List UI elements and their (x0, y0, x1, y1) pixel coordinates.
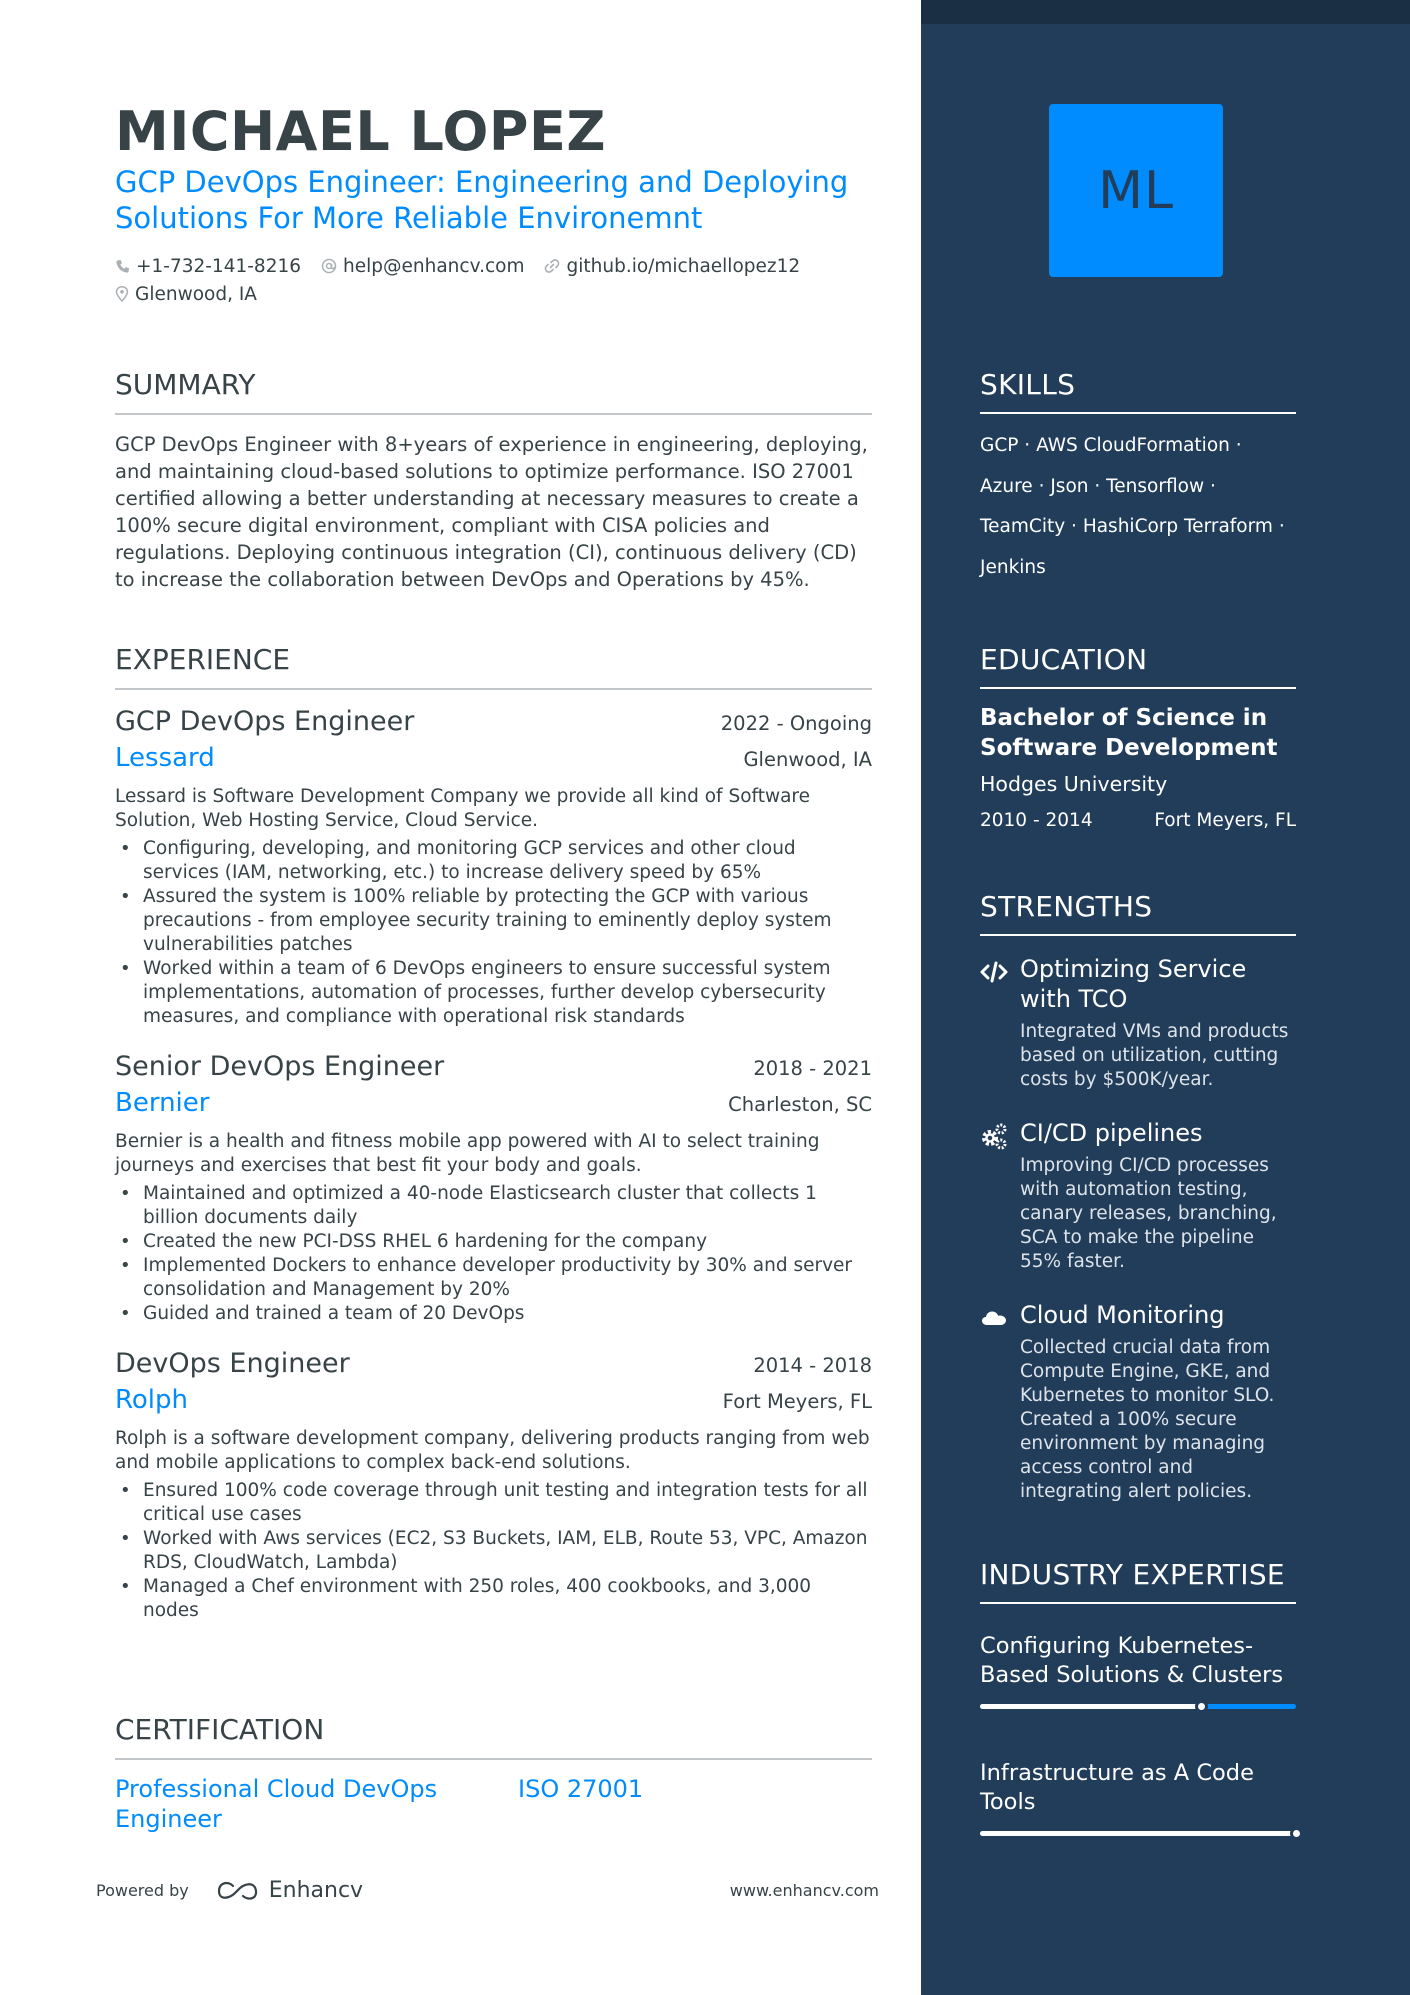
expertise-item (980, 1632, 1296, 1709)
contact-info (115, 252, 875, 308)
skill-tag: Tensorflow (1106, 475, 1205, 497)
strength-title: Optimizing Service with TCO (1020, 955, 1247, 1013)
expertise-section (980, 1558, 1296, 1836)
certification-item: ISO 27001 (518, 1775, 644, 1803)
enhancv-logo[interactable] (215, 1878, 363, 1903)
powered-by-label: Powered by (96, 1881, 189, 1900)
education-location: Fort Meyers, FL (1154, 810, 1296, 831)
skills-section (980, 368, 1296, 588)
education-section (980, 643, 1296, 831)
job-date: 2022 - Ongoing (720, 712, 872, 735)
certification-section (115, 1713, 872, 1834)
contact-phone[interactable] (115, 256, 301, 277)
sidebar-top-bar (921, 0, 1410, 24)
link-icon (544, 258, 560, 274)
at-icon (321, 258, 337, 274)
expertise-bar-knob (1195, 1700, 1208, 1713)
skills-heading: SKILLS (980, 368, 1296, 414)
skill-tag: Jenkins (980, 556, 1046, 578)
job-company[interactable]: Rolph (115, 1385, 189, 1415)
job-bullet: • Maintained and optimized a 40-node Elasticsearch cluster that collects 1 billion documents daily (115, 1182, 872, 1230)
expertise-item (980, 1759, 1296, 1836)
experience-section (115, 643, 872, 1623)
skill-tag: Azure (980, 475, 1033, 497)
location-pin-icon (115, 286, 129, 302)
cloud-icon (980, 1304, 1008, 1332)
job-date: 2014 - 2018 (753, 1354, 872, 1377)
strength-item (980, 1118, 1296, 1274)
strength-title: Cloud Monitoring (1020, 1301, 1225, 1329)
job-bullet: • Worked with Aws services (EC2, S3 Buckets, IAM, ELB, Route 53, VPC, Amazon RDS, CloudWatch, Lambda) (115, 1527, 872, 1575)
strength-description: Integrated VMs and products based on utilization, cutting costs by $500K/year. (1020, 1021, 1289, 1090)
education-heading: EDUCATION (980, 643, 1296, 689)
candidate-name: MICHAEL LOPEZ (115, 100, 607, 163)
contact-website[interactable] (544, 256, 800, 277)
avatar: ML (1049, 104, 1223, 277)
job-bullet: • Guided and trained a team of 20 DevOps (115, 1302, 872, 1326)
job-bullet: • Ensured 100% code coverage through unit testing and integration tests for all critical use cases (115, 1479, 872, 1527)
skills-line (980, 548, 1296, 589)
job-entry (115, 1051, 872, 1326)
email-text: help@enhancv.com (343, 255, 525, 277)
job-description: Bernier is a health and fitness mobile app powered with AI to select training journeys and exercises that best fit your body and goals. (115, 1131, 820, 1176)
contact-email[interactable] (321, 256, 524, 277)
footer (96, 1878, 879, 1903)
job-bullets (115, 1479, 872, 1623)
expertise-label: Configuring Kubernetes-Based Solutions & Clusters (980, 1633, 1284, 1688)
experience-heading: EXPERIENCE (115, 643, 872, 690)
gears-icon (980, 1122, 1008, 1150)
job-bullet: • Managed a Chef environment with 250 roles, 400 cookbooks, and 3,000 nodes (115, 1575, 872, 1623)
summary-section (115, 368, 872, 593)
strengths-section (980, 890, 1296, 1504)
job-company[interactable]: Lessard (115, 743, 215, 773)
job-bullets (115, 837, 872, 1029)
strength-item (980, 954, 1296, 1092)
expertise-bar-knob (1290, 1827, 1303, 1840)
job-entry (115, 1348, 872, 1623)
strengths-heading: STRENGTHS (980, 890, 1296, 936)
location-text: Glenwood, IA (135, 283, 257, 305)
job-bullet: • Worked within a team of 6 DevOps engineers to ensure successful system implementations, automation of processes, further develop cybersecurity measures, and compliance with operational risk standards (115, 957, 872, 1029)
skill-tag: HashiCorp Terraform (1082, 516, 1273, 537)
certification-item: Professional Cloud DevOps Engineer (115, 1775, 438, 1833)
education-years: 2010 - 2014 (980, 810, 1093, 831)
job-title: GCP DevOps Engineer (115, 706, 415, 737)
job-bullets (115, 1182, 872, 1326)
skills-line: TeamCity · HashiCorp Terraform · (980, 516, 1285, 537)
job-location: Fort Meyers, FL (722, 1390, 872, 1413)
skill-tag: AWS CloudFormation (1036, 435, 1230, 456)
education-school: Hodges University (980, 772, 1168, 796)
contact-location (115, 284, 257, 305)
job-company[interactable]: Bernier (115, 1088, 210, 1118)
certification-heading: CERTIFICATION (115, 1713, 872, 1760)
job-title: Senior DevOps Engineer (115, 1051, 445, 1082)
expertise-label: Infrastructure as A Code Tools (980, 1760, 1254, 1815)
phone-icon (115, 259, 130, 274)
job-entry (115, 706, 872, 1029)
expertise-bar-fill (980, 1704, 1201, 1709)
job-location: Glenwood, IA (743, 748, 872, 771)
job-description: Lessard is Software Development Company we provide all kind of Software Solution, Web Hosting Service, Cloud Service. (115, 786, 810, 831)
job-title: DevOps Engineer (115, 1348, 350, 1379)
summary-text: GCP DevOps Engineer with 8+years of experience in engineering, deploying, and maintaining cloud-based solutions to optimize performance. ISO 27001 certified allowing a better understanding at necessary measures to create a 100% secure digital environment, compliant with CISA policies and regulations. Deploying continuous integration (CI), continuous delivery (CD) to increase the collaboration between DevOps and Operations by 45%. (115, 433, 868, 591)
website-text: github.io/michaellopez12 (566, 255, 801, 277)
strength-description: Collected crucial data from Compute Engine, GKE, and Kubernetes to monitor SLO. Created a 100% secure environment by managing access control and integrating alert policies. (1020, 1337, 1275, 1502)
skill-tag: Json (1050, 475, 1089, 497)
job-bullet: • Created the new PCI-DSS RHEL 6 hardening for the company (115, 1230, 872, 1254)
strength-title: CI/CD pipelines (1020, 1119, 1203, 1147)
enhancv-logo-icon (215, 1880, 261, 1902)
skills-list (980, 426, 1296, 588)
education-degree: Bachelor of Science in Software Development (980, 705, 1278, 761)
skill-tag: TeamCity (980, 516, 1066, 537)
sidebar (921, 0, 1410, 1995)
summary-heading: SUMMARY (115, 368, 872, 415)
strength-description: Improving CI/CD processes with automation testing, canary releases, branching, SCA to make the pipeline 55% faster. (1020, 1155, 1277, 1272)
skills-line: Azure · Json · Tensorflow · (980, 475, 1216, 497)
expertise-bar (980, 1831, 1296, 1836)
footer-site[interactable]: www.enhancv.com (729, 1881, 879, 1900)
job-bullet: • Implemented Dockers to enhance developer productivity by 30% and server consolidation and Management by 20% (115, 1254, 872, 1302)
expertise-bar-fill (980, 1831, 1296, 1836)
job-description: Rolph is a software development company, delivering products ranging from web and mobile applications to complex back-end solutions. (115, 1428, 870, 1473)
expertise-heading: INDUSTRY EXPERTISE (980, 1558, 1296, 1604)
job-bullet: • Configuring, developing, and monitoring GCP services and other cloud services (IAM, networking, etc.) to increase delivery speed by 65% (115, 837, 872, 885)
job-location: Charleston, SC (728, 1093, 872, 1116)
skill-tag: GCP (980, 435, 1019, 456)
job-bullet: • Assured the system is 100% reliable by protecting the GCP with various precautions - from employee security training to eminently deploy system vulnerabilities patches (115, 885, 872, 957)
candidate-tagline: GCP DevOps Engineer: Engineering and Deploying Solutions For More Reliable Environemnt (115, 165, 849, 235)
strength-item (980, 1300, 1296, 1504)
skills-line: GCP · AWS CloudFormation · (980, 435, 1242, 456)
expertise-bar (980, 1704, 1296, 1709)
enhancv-brand-text: Enhancv (268, 1878, 364, 1903)
job-date: 2018 - 2021 (753, 1057, 872, 1080)
code-icon (980, 958, 1008, 986)
phone-text: +1-732-141-8216 (136, 255, 302, 277)
